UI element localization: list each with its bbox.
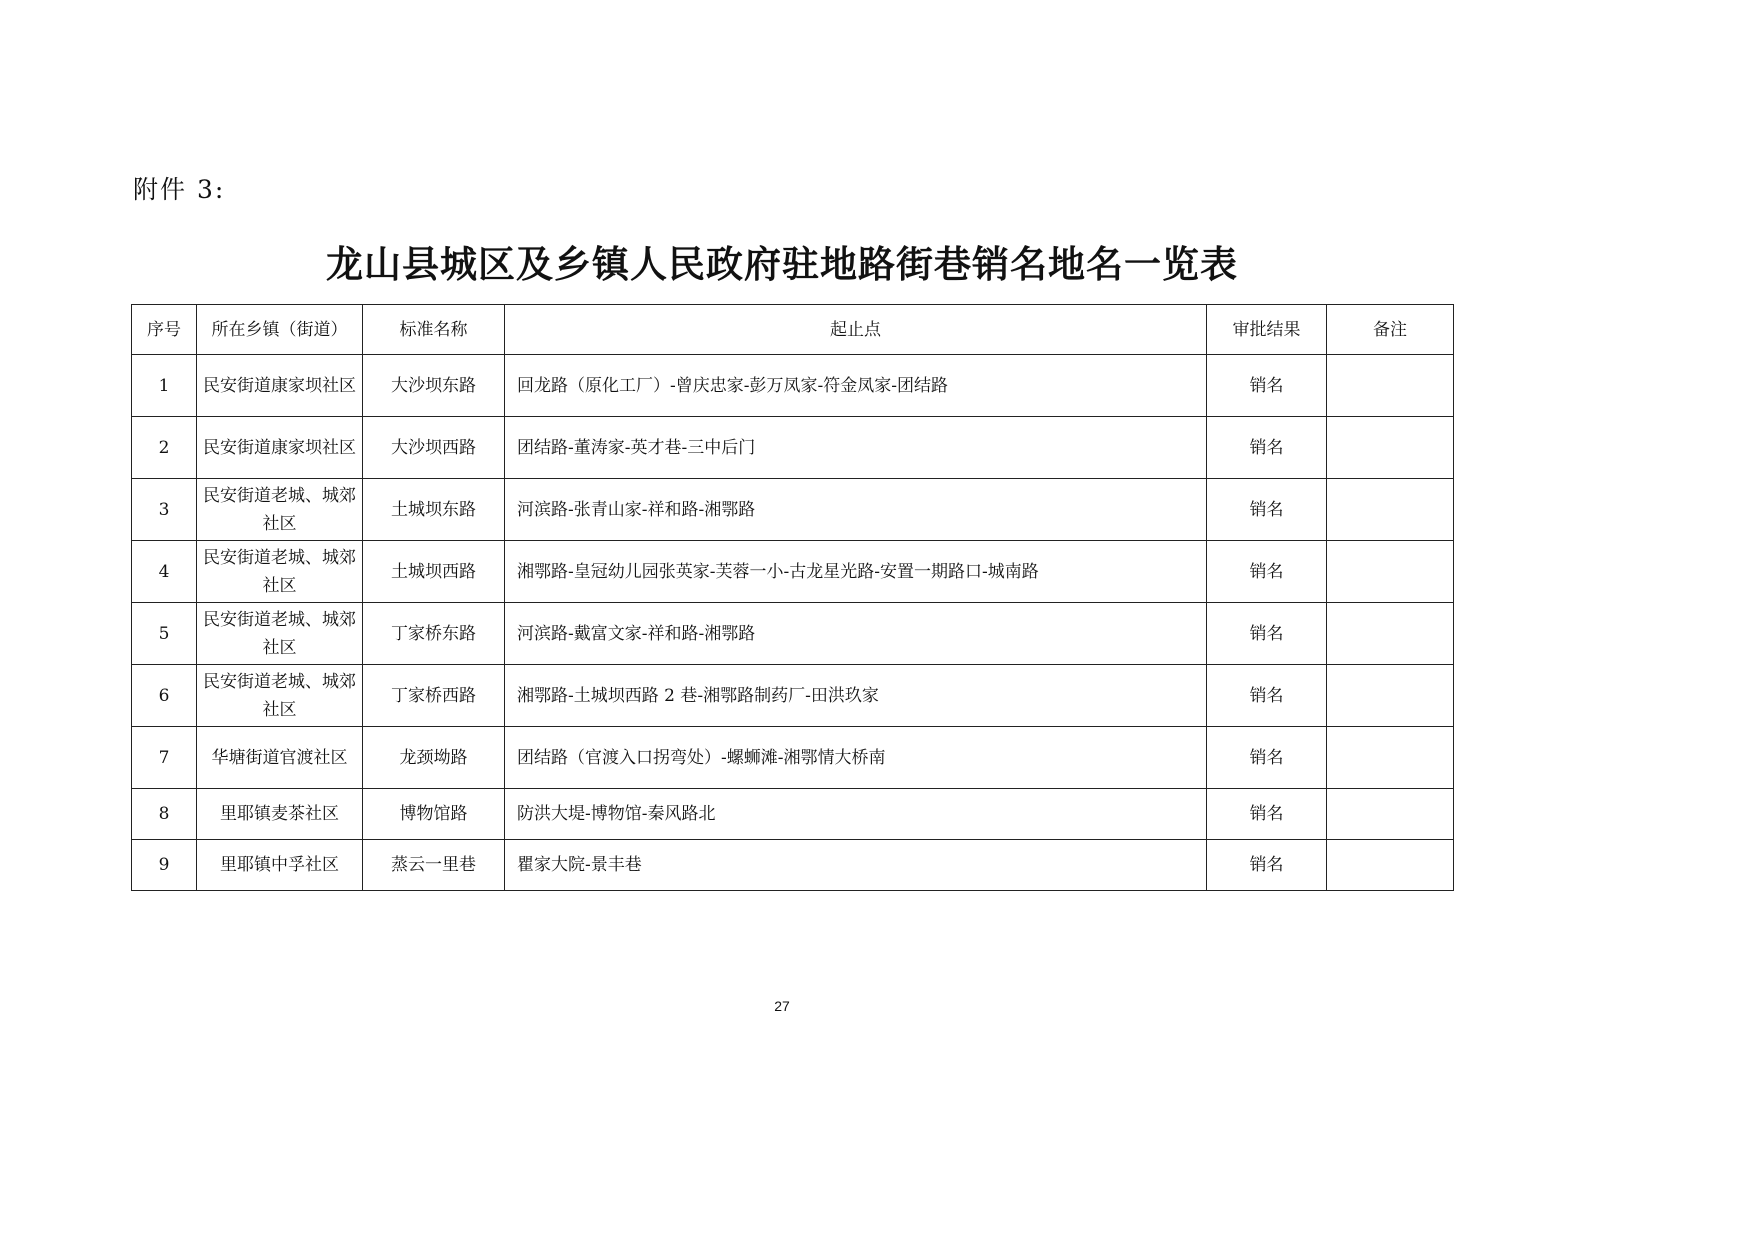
cell-route: 湘鄂路-土城坝西路 2 巷-湘鄂路制药厂-田洪玖家: [505, 665, 1207, 727]
cell-result: 销名: [1207, 417, 1327, 479]
table-header-row: [132, 305, 1454, 355]
header-town: 所在乡镇（街道）: [197, 305, 363, 355]
cell-note: [1327, 789, 1454, 840]
attachment-label: 附件 3:: [133, 175, 226, 204]
cell-route: 河滨路-张青山家-祥和路-湘鄂路: [505, 479, 1207, 541]
cell-standard-name: 大沙坝东路: [363, 355, 505, 417]
header-result: 审批结果: [1207, 305, 1327, 355]
cell-note: [1327, 727, 1454, 789]
cell-no: 9: [132, 840, 197, 891]
cell-standard-name: 丁家桥东路: [363, 603, 505, 665]
header-note: 备注: [1327, 305, 1454, 355]
cell-no: 1: [132, 355, 197, 417]
cell-route: 团结路（官渡入口拐弯处）-螺蛳滩-湘鄂情大桥南: [505, 727, 1207, 789]
header-standard-name: 标准名称: [363, 305, 505, 355]
cell-note: [1327, 479, 1454, 541]
table-row: [132, 479, 1454, 541]
cell-no: 5: [132, 603, 197, 665]
table-row: [132, 727, 1454, 789]
cell-note: [1327, 603, 1454, 665]
cell-town: 里耶镇中孚社区: [197, 840, 363, 891]
table-row: [132, 603, 1454, 665]
cell-result: 销名: [1207, 665, 1327, 727]
table-row: [132, 355, 1454, 417]
cell-no: 8: [132, 789, 197, 840]
cell-town: 民安街道老城、城郊社区: [197, 665, 363, 727]
header-route: 起止点: [505, 305, 1207, 355]
table-row: [132, 665, 1454, 727]
cell-standard-name: 龙颈坳路: [363, 727, 505, 789]
cell-town: 里耶镇麦茶社区: [197, 789, 363, 840]
document-title: 龙山县城区及乡镇人民政府驻地路街巷销名地名一览表: [326, 242, 1238, 286]
cell-no: 7: [132, 727, 197, 789]
table-row: [132, 840, 1454, 891]
cell-town: 民安街道康家坝社区: [197, 417, 363, 479]
cell-note: [1327, 541, 1454, 603]
cell-result: 销名: [1207, 603, 1327, 665]
page-number: 27: [774, 998, 790, 1014]
cell-route: 回龙路（原化工厂）-曾庆忠家-彭万凤家-符金凤家-团结路: [505, 355, 1207, 417]
cell-route: 防洪大堤-博物馆-秦风路北: [505, 789, 1207, 840]
cell-standard-name: 土城坝东路: [363, 479, 505, 541]
cell-no: 6: [132, 665, 197, 727]
cell-result: 销名: [1207, 479, 1327, 541]
cell-note: [1327, 840, 1454, 891]
cell-town: 民安街道老城、城郊社区: [197, 479, 363, 541]
cell-standard-name: 蒸云一里巷: [363, 840, 505, 891]
cell-no: 3: [132, 479, 197, 541]
cell-result: 销名: [1207, 355, 1327, 417]
cell-route: 瞿家大院-景丰巷: [505, 840, 1207, 891]
cell-town: 民安街道老城、城郊社区: [197, 603, 363, 665]
cell-standard-name: 土城坝西路: [363, 541, 505, 603]
cell-result: 销名: [1207, 727, 1327, 789]
table-row: [132, 541, 1454, 603]
cell-result: 销名: [1207, 789, 1327, 840]
cell-result: 销名: [1207, 840, 1327, 891]
cell-route: 河滨路-戴富文家-祥和路-湘鄂路: [505, 603, 1207, 665]
cell-standard-name: 丁家桥西路: [363, 665, 505, 727]
cell-no: 2: [132, 417, 197, 479]
cell-standard-name: 博物馆路: [363, 789, 505, 840]
cell-town: 民安街道老城、城郊社区: [197, 541, 363, 603]
cell-standard-name: 大沙坝西路: [363, 417, 505, 479]
cell-note: [1327, 355, 1454, 417]
cell-result: 销名: [1207, 541, 1327, 603]
cell-note: [1327, 665, 1454, 727]
cell-no: 4: [132, 541, 197, 603]
table-row: [132, 789, 1454, 840]
cell-note: [1327, 417, 1454, 479]
cell-route: 湘鄂路-皇冠幼儿园张英家-芙蓉一小-古龙星光路-安置一期路口-城南路: [505, 541, 1207, 603]
place-name-table: [131, 304, 1454, 891]
cell-town: 华塘街道官渡社区: [197, 727, 363, 789]
header-no: 序号: [132, 305, 197, 355]
cell-town: 民安街道康家坝社区: [197, 355, 363, 417]
table-row: [132, 417, 1454, 479]
cell-route: 团结路-董涛家-英才巷-三中后门: [505, 417, 1207, 479]
